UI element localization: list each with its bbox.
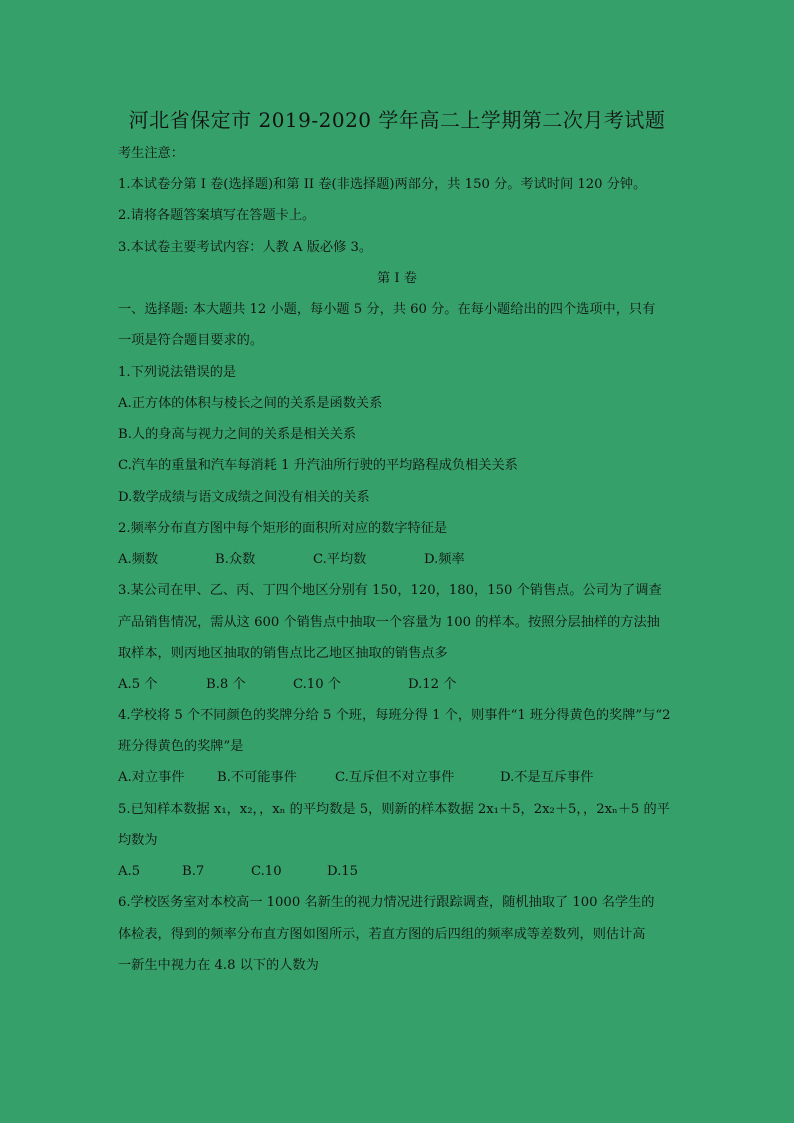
question-stem: 产品销售情况，需从这 600 个销售点中抽取一个容量为 100 的样本。按照分层抽样的方法抽: [118, 615, 660, 630]
question-stem: 6.学校医务室对本校高一 1000 名新生的视力情况进行跟踪调查，随机抽取了 100 名学生的: [118, 895, 655, 910]
question-stem: 一新生中视力在 4.8 以下的人数为: [118, 958, 319, 973]
question-option: B.众数: [215, 552, 256, 567]
notice-heading: 考生注意：: [118, 146, 184, 161]
question-option: C.10: [251, 864, 282, 879]
question-option: C.平均数: [313, 552, 367, 567]
question-option: B.人的身高与视力之间的关系是相关关系: [118, 427, 357, 442]
exam-title: 河北省保定市 2019-2020 学年高二上学期第二次月考试题: [128, 108, 666, 132]
question-option: D.15: [327, 864, 359, 879]
question-stem: 3.某公司在甲、乙、丙、丁四个地区分别有 150，120，180，150 个销售点。公司为了调查: [118, 583, 662, 598]
question-option: B.7: [182, 864, 205, 879]
question-option: A.对立事件: [118, 770, 185, 785]
question-option: D.数学成绩与语文成绩之间没有相关的关系: [118, 490, 370, 505]
section-instruction: 一项是符合题目要求的。: [118, 333, 264, 348]
question-option: D.不是互斥事件: [500, 770, 594, 785]
question-stem: 均数为: [118, 833, 158, 848]
question-option: D.频率: [424, 552, 465, 567]
section-instruction: 一、选择题: 本大题共 12 小题，每小题 5 分，共 60 分。在每小题给出的四个选项中，只有: [118, 302, 656, 317]
section-title: 第 I 卷: [377, 271, 417, 286]
question-stem: 4.学校将 5 个不同颜色的奖牌分给 5 个班，每班分得 1 个，则事件“1 班分得黄色的奖牌”与“2: [118, 708, 671, 723]
question-option: D.12 个: [408, 677, 457, 692]
question-option: C.互斥但不对立事件: [335, 770, 455, 785]
question-stem: 2.频率分布直方图中每个矩形的面积所对应的数字特征是: [118, 521, 448, 536]
question-stem: 体检表，得到的频率分布直方图如图所示，若直方图的后四组的频率成等差数列，则估计高: [118, 927, 646, 942]
question-option: A.正方体的体积与棱长之间的关系是函数关系: [118, 396, 383, 411]
question-stem: 5.已知样本数据 x₁，x₂，，xₙ 的平均数是 5，则新的样本数据 2x₁＋5，2x₂＋5，，2xₙ＋5 的平: [118, 802, 670, 817]
question-option: A.5 个: [118, 677, 158, 692]
question-option: B.8 个: [206, 677, 246, 692]
notice-item: 3.本试卷主要考试内容：人教 A 版必修 3。: [118, 240, 373, 255]
question-stem: 取样本，则丙地区抽取的销售点比乙地区抽取的销售点多: [118, 646, 448, 661]
question-option: C.10 个: [293, 677, 341, 692]
question-stem: 1.下列说法错误的是: [118, 365, 237, 380]
question-option: C.汽车的重量和汽车每消耗 1 升汽油所行驶的平均路程成负相关关系: [118, 458, 518, 473]
question-option: B.不可能事件: [217, 770, 297, 785]
question-stem: 班分得黄色的奖牌”是: [118, 739, 244, 754]
notice-item: 2.请将各题答案填写在答题卡上。: [118, 208, 316, 223]
notice-item: 1.本试卷分第 I 卷(选择题)和第 II 卷(非选择题)两部分，共 150 分。考试时间 120 分钟。: [118, 177, 647, 192]
question-option: A.频数: [118, 552, 159, 567]
question-option: A.5: [118, 864, 141, 879]
